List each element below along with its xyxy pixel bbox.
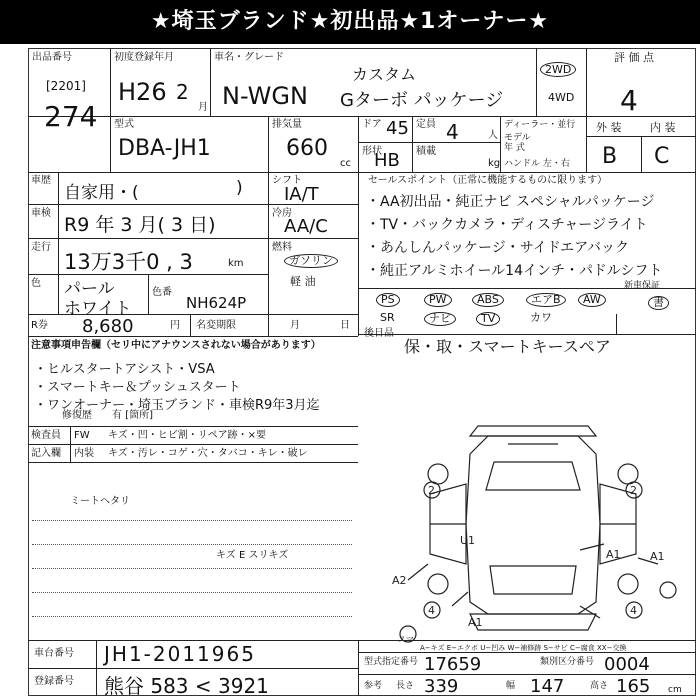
mileage-label: 走行: [31, 242, 51, 253]
equip-abs: ABS: [472, 293, 504, 307]
history-label: 車歴: [31, 175, 51, 186]
class-label: 類別区分番号: [540, 657, 595, 667]
width-value: 147: [530, 676, 565, 697]
rear-value: 保・取・スマートキースペア: [404, 337, 611, 356]
repair-label: 修復歴: [62, 410, 92, 421]
equip-pw: PW: [424, 293, 452, 307]
first-reg-label: 初度登録年月: [114, 52, 174, 63]
notes-line-2: ・スマートキー＆プッシュスタート: [34, 380, 241, 395]
lot-bracket: [2201]: [46, 79, 86, 93]
model-name: N-WGN: [222, 82, 308, 110]
recycle-label: R券: [31, 320, 48, 331]
interior-label: 内 装: [650, 121, 676, 134]
reg-label: 登録番号: [34, 676, 74, 687]
rear-bumper: [470, 614, 596, 630]
equip-ps: PS: [376, 293, 400, 307]
class-value: 0004: [604, 654, 650, 675]
chassis-value: JH1-2011965: [104, 642, 256, 666]
fuel-value: ガソリン: [284, 254, 338, 268]
displacement-value: 660: [286, 136, 328, 161]
repair-value: 有 [箇所]: [112, 410, 153, 421]
mark-rear-right: 4: [630, 604, 637, 617]
shape-label: 形状: [362, 146, 382, 157]
drive-2wd: 2WD: [540, 62, 576, 77]
score-label: 評 価 点: [614, 51, 654, 64]
type-spec-label: 型式指定番号: [364, 657, 419, 667]
comment-1: ミートヘタリ: [70, 496, 130, 507]
month-unit: 月: [198, 102, 208, 113]
score-value: 4: [620, 84, 638, 117]
ownership-month: 月: [290, 320, 300, 331]
ac-label: 冷房: [272, 208, 292, 219]
reg-value: 熊谷 583 < 3921: [104, 674, 269, 698]
mileage-value: 13万3千0 , 3: [64, 250, 193, 274]
history-value: 自家用・(: [64, 183, 139, 203]
color-value-2: ホワイト: [64, 299, 132, 319]
sales-line-1: ・AA初出品・純正ナビ スペシャルパッケージ: [366, 194, 655, 210]
sales-title: セールスポイント（正常に機能するものに限ります）: [368, 175, 608, 186]
mark-a1-right: A1: [606, 548, 621, 561]
color-no-value: NH624P: [186, 294, 247, 312]
mark-a2: A2: [392, 574, 407, 587]
doors-label: ドア: [362, 119, 382, 130]
type-label: 型式: [114, 119, 134, 130]
equip-aw: AW: [578, 293, 606, 307]
length-label: 長さ: [396, 681, 415, 691]
wheel-rear-left: [428, 574, 448, 594]
color-value-1: パール: [64, 279, 115, 299]
sales-line-3: ・あんしんパッケージ・サイドエアバック: [366, 240, 630, 256]
type-spec-value: 17659: [424, 654, 482, 675]
cc-unit: cc: [340, 158, 351, 169]
mark-rear-left: 4: [428, 604, 435, 617]
capacity-label: 定員: [416, 119, 436, 130]
ownership-label: 名変期限: [196, 320, 236, 331]
fw-label: FW: [74, 430, 90, 441]
km-unit: km: [228, 258, 244, 269]
damage-circle: [660, 582, 676, 598]
damage-legend: A−キズ E−エクボ U−凹み W−補修跡 S−サビ C−腐食 XX−交換: [420, 644, 627, 652]
first-reg-month: 2: [176, 80, 189, 104]
color-no-label: 色番: [152, 287, 172, 298]
doors-value: 45: [386, 118, 409, 139]
type-value: DBA-JH1: [118, 136, 211, 161]
record-label: 記入欄: [31, 448, 61, 459]
drive-4wd: 4WD: [548, 91, 575, 104]
shift-label: シフト: [272, 175, 302, 186]
model-year-label: モデル: [504, 133, 531, 143]
equip-sr: SR: [380, 311, 395, 324]
mark-front-left: 2: [428, 484, 435, 497]
name-grade-label: 車名・グレード: [214, 52, 284, 63]
history-close: ): [236, 178, 243, 198]
rear-windshield: [490, 566, 576, 594]
auction-sheet: [0, 44, 700, 700]
notes-line-1: ・ヒルスタートアシスト・VSA: [34, 362, 215, 377]
interior-value: C: [654, 144, 670, 169]
mirror-label: スマ: [398, 635, 414, 644]
cm-unit: cm: [668, 685, 682, 695]
new-warranty-label: 新車保証: [624, 281, 661, 291]
inspection-value: R9 年 3 月( 3 日): [64, 214, 216, 236]
mark-a1-side: A1: [650, 550, 665, 563]
sales-line-4: ・純正アルミホイール14インチ・パドルシフト: [366, 263, 663, 279]
inspection-label: 車検: [31, 208, 51, 219]
height-value: 165: [616, 676, 651, 697]
equip-airbag: エアB: [526, 293, 566, 307]
mark-a1-rear: A1: [468, 616, 483, 629]
displacement-label: 排気量: [272, 119, 302, 130]
exterior-value: B: [602, 144, 618, 169]
lot-number: 274: [44, 100, 98, 133]
notes-line-3: ・ワンオーナー・埼玉ブランド・車検R9年3月迄: [34, 398, 320, 413]
recycle-value: 8,680: [82, 316, 134, 337]
shape-value: HB: [374, 150, 400, 171]
warranty-book: 書: [648, 296, 669, 310]
color-label: 色: [31, 278, 41, 289]
ac-value: AA/C: [284, 216, 328, 237]
year-label: 年 式: [504, 143, 525, 153]
chassis-label: 車台番号: [34, 648, 74, 659]
front-bumper: [470, 426, 596, 436]
mark-front-right: 2: [630, 484, 637, 497]
banner-title: ★埼玉ブランド★初出品★1オーナー★: [0, 0, 700, 44]
ref-label: 参考: [364, 681, 383, 691]
wheel-front-right: [618, 464, 638, 484]
exterior-label: 外 装: [596, 121, 622, 134]
interior-items-label: 内装: [74, 448, 94, 459]
load-label: 積載: [416, 146, 436, 157]
height-label: 高さ: [590, 681, 609, 691]
mark-u1: U1: [460, 534, 476, 547]
shift-value: IA/T: [284, 184, 319, 205]
wheel-rear-right: [618, 574, 638, 594]
equip-tv: TV: [476, 312, 500, 326]
kg-unit: kg: [488, 158, 501, 169]
comment-2: キズ E スリキズ: [216, 550, 289, 561]
fw-items: キズ・凹・ヒビ割・リペア跡・×要: [108, 430, 266, 441]
interior-items: キズ・汚レ・コゲ・穴・タバコ・キレ・破レ: [108, 448, 308, 459]
custom-text: カスタム: [352, 65, 417, 84]
fuel-label: 燃料: [272, 242, 292, 253]
length-value: 339: [424, 676, 459, 697]
car-body-outline: [466, 436, 600, 614]
sales-line-2: ・TV・バックカメラ・ディスチャージライト: [366, 217, 648, 233]
notes-title: 注意事項申告欄（セリ中にアナウンスされない場合があります）: [31, 340, 321, 351]
width-label: 幅: [506, 681, 516, 691]
inspector-label: 検査員: [31, 430, 61, 441]
yen-unit: 円: [170, 320, 180, 331]
lot-label: 出品番号: [32, 52, 72, 63]
capacity-value: 4: [446, 120, 459, 144]
capacity-unit: 人: [488, 130, 498, 141]
dealer-label: ディーラー・並行: [504, 120, 576, 130]
first-reg-year: H26: [118, 78, 167, 106]
equip-leather: カワ: [530, 311, 552, 324]
handle-label: ハンドル 左・右: [504, 159, 570, 169]
front-windshield: [486, 462, 580, 490]
fuel-alt: 軽 油: [290, 275, 316, 288]
car-damage-diagram: [368, 344, 696, 644]
wheel-front-left: [428, 464, 448, 484]
grade-text: Gターボ パッケージ: [340, 90, 504, 111]
equip-navi: ナビ: [424, 312, 456, 326]
rear-label: 後日品: [364, 328, 394, 339]
ownership-day: 日: [340, 320, 350, 331]
